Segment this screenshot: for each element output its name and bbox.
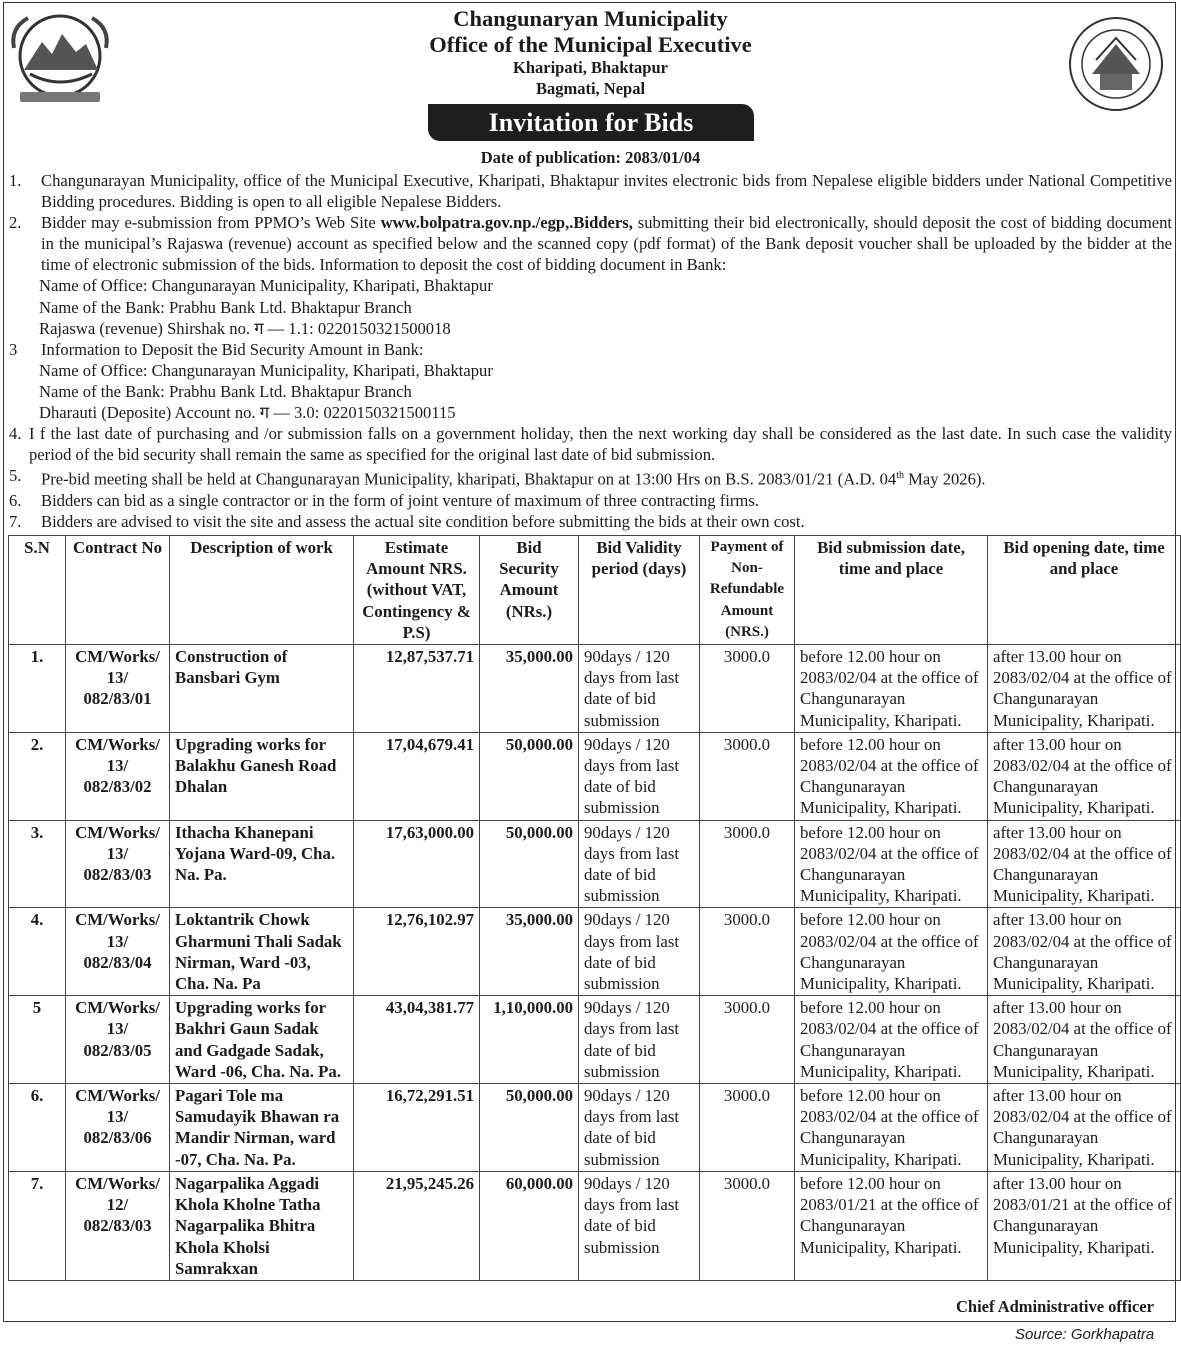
- header-sn: S.N: [9, 536, 66, 645]
- header-validity: Bid Validity period (days): [579, 536, 700, 645]
- cell-payment: 3000.0: [700, 1171, 795, 1280]
- table-row: [9, 645, 1181, 733]
- notice-title-banner: Invitation for Bids: [428, 104, 754, 141]
- cell-submission: before 12.00 hour on 2083/02/04 at the office of Changunarayan Municipality, Kharipati.: [795, 996, 988, 1084]
- cell-opening: after 13.00 hour on 2083/02/04 at the office of Changunarayan Municipality, Kharipati.: [988, 908, 1181, 996]
- cell-validity: 90days / 120 days from last date of bid submission: [579, 732, 700, 820]
- office-name: Office of the Municipal Executive: [429, 32, 752, 57]
- cell-sn: 4.: [9, 908, 66, 996]
- cell-security: 1,10,000.00: [480, 996, 579, 1084]
- cell-sn: 3.: [9, 820, 66, 908]
- cell-contract: CM/Works/ 13/ 082/83/03: [66, 820, 170, 908]
- cell-security: 35,000.00: [480, 908, 579, 996]
- table-row: [9, 1084, 1181, 1172]
- cell-opening: after 13.00 hour on 2083/02/04 at the office of Changunarayan Municipality, Kharipati.: [988, 820, 1181, 908]
- deposit-security-account: Dharauti (Deposite) Account no. ग — 3.0: 0220150321500115: [39, 403, 456, 423]
- cell-sn: 2.: [9, 732, 66, 820]
- deposit-doc-office: Name of Office: Changunarayan Municipality, Kharipati, Bhaktapur: [39, 276, 493, 296]
- header-payment: Payment of Non-Refundable Amount (NRS.): [700, 536, 795, 645]
- cell-validity: 90days / 120 days from last date of bid submission: [579, 820, 700, 908]
- header-security: Bid Security Amount (NRs.): [480, 536, 579, 645]
- address-line-1: Kharipati, Bhaktapur: [513, 58, 668, 77]
- clause-2: 2. Bidder may e-submission from PPMO’s Web Site www.bolpatra.gov.np./egp,.Bidders, submitting their bid electronically, should deposit the cost of bidding document in the municipal’s Rajaswa (revenue) account as specified below and the scanned copy (pdf format) of the Bank deposit voucher shall be uploaded by the bidder at the time of electronic submission of the bids. Information to deposit the cost of bidding document in Bank:: [9, 213, 1172, 275]
- cell-validity: 90days / 120 days from last date of bid submission: [579, 996, 700, 1084]
- header-description: Description of work: [170, 536, 354, 645]
- deposit-security-bank: Name of the Bank: Prabhu Bank Ltd. Bhaktapur Branch: [39, 381, 412, 401]
- cell-payment: 3000.0: [700, 908, 795, 996]
- clause-1: 1. Changunarayan Municipality, office of the Municipal Executive, Kharipati, Bhaktapur invites electronic bids from Nepalese eligible bidders under National Competitive Bidding procedures. Bidding is open to all eligible Nepalese Bidders.: [9, 171, 1172, 212]
- cell-opening: after 13.00 hour on 2083/02/04 at the office of Changunarayan Municipality, Kharipati.: [988, 996, 1181, 1084]
- table-row: [9, 1171, 1181, 1280]
- table-header-row: [9, 536, 1181, 645]
- cell-submission: before 12.00 hour on 2083/02/04 at the office of Changunarayan Municipality, Kharipati.: [795, 732, 988, 820]
- cell-description: Upgrading works for Bakhri Gaun Sadak and Gadgade Sadak, Ward -06, Cha. Na. Pa.: [170, 996, 354, 1084]
- cell-opening: after 13.00 hour on 2083/02/04 at the office of Changunarayan Municipality, Kharipati.: [988, 732, 1181, 820]
- clause-4: 4. I f the last date of purchasing and /or submission falls on a government holiday, then the next working day shall be considered as the last date. In such case the validity period of the bid security shall remain the same as specified for the original last date of bid submission.: [9, 424, 1172, 465]
- table-row: [9, 820, 1181, 908]
- cell-description: Upgrading works for Balakhu Ganesh Road Dhalan: [170, 732, 354, 820]
- cell-payment: 3000.0: [700, 1084, 795, 1172]
- bids-table: [8, 535, 1181, 1281]
- bolpatra-website: www.bolpatra.gov.np./egp,.Bidders,: [380, 213, 633, 233]
- table-row: [9, 908, 1181, 996]
- cell-estimate: 12,87,537.71: [354, 645, 480, 733]
- deposit-doc-bank: Name of the Bank: Prabhu Bank Ltd. Bhaktapur Branch: [39, 297, 412, 317]
- cell-submission: before 12.00 hour on 2083/02/04 at the office of Changunarayan Municipality, Kharipati.: [795, 1084, 988, 1172]
- cell-estimate: 17,04,679.41: [354, 732, 480, 820]
- cell-security: 50,000.00: [480, 1084, 579, 1172]
- cell-description: Construction of Bansbari Gym: [170, 645, 354, 733]
- cell-payment: 3000.0: [700, 732, 795, 820]
- cell-payment: 3000.0: [700, 820, 795, 908]
- cell-description: Ithacha Khanepani Yojana Ward-09, Cha. Na. Pa.: [170, 820, 354, 908]
- clause-6: 6. Bidders can bid as a single contractor or in the form of joint venture of maximum of three contracting firms.: [9, 490, 759, 510]
- cell-estimate: 43,04,381.77: [354, 996, 480, 1084]
- signatory: Chief Administrative officer: [956, 1297, 1154, 1316]
- source-credit: Source: Gorkhapatra: [1015, 1326, 1155, 1343]
- cell-contract: CM/Works/ 13/ 082/83/04: [66, 908, 170, 996]
- cell-sn: 5: [9, 996, 66, 1084]
- cell-estimate: 16,72,291.51: [354, 1084, 480, 1172]
- publication-date: Date of publication: 2083/01/04: [480, 148, 701, 167]
- clause-5: 5. Pre-bid meeting shall be held at Changunarayan Municipality, kharipati, Bhaktapur on at 13:00 Hrs on B.S. 2083/01/21 (A.D. 04th May 2026).: [9, 466, 986, 489]
- clause-3: 3 Information to Deposit the Bid Security Amount in Bank:: [9, 339, 424, 359]
- cell-security: 35,000.00: [480, 645, 579, 733]
- cell-estimate: 17,63,000.00: [354, 820, 480, 908]
- cell-validity: 90days / 120 days from last date of bid submission: [579, 1171, 700, 1280]
- cell-description: Loktantrik Chowk Gharmuni Thali Sadak Nirman, Ward -03, Cha. Na. Pa: [170, 908, 354, 996]
- cell-security: 60,000.00: [480, 1171, 579, 1280]
- clauses: [9, 170, 1172, 532]
- cell-contract: CM/Works/ 13/ 082/83/06: [66, 1084, 170, 1172]
- deposit-doc-account: Rajaswa (revenue) Shirshak no. ग — 1.1: 0220150321500018: [39, 318, 451, 338]
- cell-opening: after 13.00 hour on 2083/02/04 at the office of Changunarayan Municipality, Kharipati.: [988, 1084, 1181, 1172]
- cell-submission: before 12.00 hour on 2083/02/04 at the office of Changunarayan Municipality, Kharipati.: [795, 820, 988, 908]
- cell-estimate: 12,76,102.97: [354, 908, 480, 996]
- clause-7: 7. Bidders are advised to visit the site and assess the actual site condition before submitting the bids at their own cost.: [9, 512, 805, 532]
- header-submission: Bid submission date, time and place: [795, 536, 988, 645]
- cell-opening: after 13.00 hour on 2083/01/21 at the office of Changunarayan Municipality, Kharipati.: [988, 1171, 1181, 1280]
- cell-validity: 90days / 120 days from last date of bid submission: [579, 908, 700, 996]
- table-row: [9, 996, 1181, 1084]
- deposit-security-office: Name of Office: Changunarayan Municipality, Kharipati, Bhaktapur: [39, 360, 493, 380]
- cell-submission: before 12.00 hour on 2083/02/04 at the office of Changunarayan Municipality, Kharipati.: [795, 645, 988, 733]
- cell-validity: 90days / 120 days from last date of bid submission: [579, 1084, 700, 1172]
- cell-submission: before 12.00 hour on 2083/01/21 at the office of Changunarayan Municipality, Kharipati.: [795, 1171, 988, 1280]
- cell-sn: 7.: [9, 1171, 66, 1280]
- cell-submission: before 12.00 hour on 2083/02/04 at the office of Changunarayan Municipality, Kharipati.: [795, 908, 988, 996]
- cell-opening: after 13.00 hour on 2083/02/04 at the office of Changunarayan Municipality, Kharipati.: [988, 645, 1181, 733]
- cell-sn: 1.: [9, 645, 66, 733]
- cell-validity: 90days / 120 days from last date of bid submission: [579, 645, 700, 733]
- cell-payment: 3000.0: [700, 996, 795, 1084]
- cell-contract: CM/Works/ 13/ 082/83/05: [66, 996, 170, 1084]
- address-line-2: Bagmati, Nepal: [535, 79, 646, 98]
- cell-description: Nagarpalika Aggadi Khola Kholne Tatha Nagarpalika Bhitra Khola Kholsi Samrakxan: [170, 1171, 354, 1280]
- cell-description: Pagari Tole ma Samudayik Bhawan ra Mandir Nirman, ward -07, Cha. Na. Pa.: [170, 1084, 354, 1172]
- cell-payment: 3000.0: [700, 645, 795, 733]
- cell-contract: CM/Works/ 13/ 082/83/01: [66, 645, 170, 733]
- header-contract: Contract No: [66, 536, 170, 645]
- table-row: [9, 732, 1181, 820]
- header-estimate: Estimate Amount NRS. (without VAT, Contingency & P.S): [354, 536, 480, 645]
- cell-security: 50,000.00: [480, 732, 579, 820]
- cell-contract: CM/Works/ 13/ 082/83/02: [66, 732, 170, 820]
- municipality-name: Changunaryan Municipality: [453, 6, 728, 31]
- cell-sn: 6.: [9, 1084, 66, 1172]
- header-opening: Bid opening date, time and place: [988, 536, 1181, 645]
- cell-security: 50,000.00: [480, 820, 579, 908]
- cell-estimate: 21,95,245.26: [354, 1171, 480, 1280]
- cell-contract: CM/Works/ 12/ 082/83/03: [66, 1171, 170, 1280]
